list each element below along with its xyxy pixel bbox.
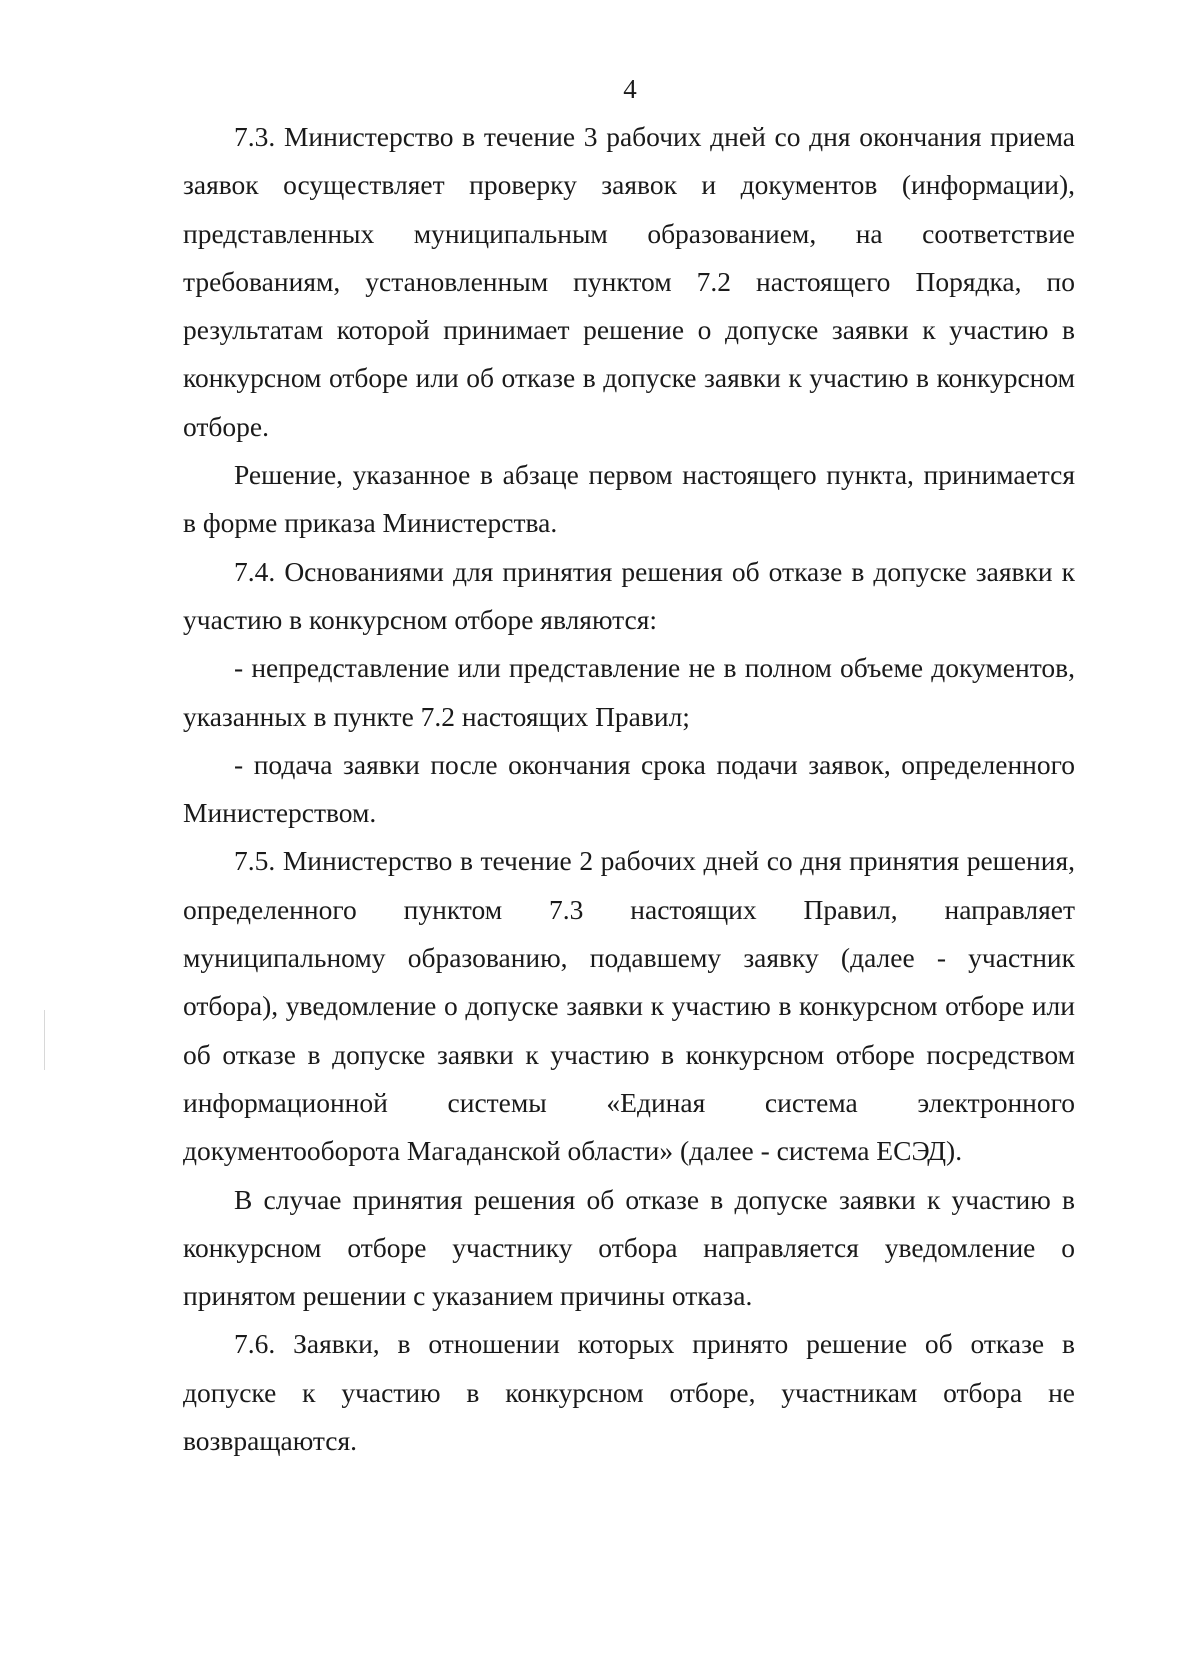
- list-item-late-submission: - подача заявки после окончания срока подачи заявок, определенного Министерством.: [183, 748, 1075, 829]
- page-number: 4: [623, 74, 637, 104]
- scan-artifact: [44, 1010, 45, 1070]
- document-body: [183, 113, 1075, 1465]
- paragraph-7-5: 7.5. Министерство в течение 2 рабочих дней со дня принятия решения, определенного пунктом 7.3 настоящих Правил, направляет муниципальному образованию, подавшему заявку (далее - участник отбора), уведомление о допуске заявки к участию в конкурсном отборе или об отказе в допуске заявки к участию в конкурсном отборе посредством информационной системы «Единая система электронного документооборота Магаданской области» (далее - система ЕСЭД).: [183, 845, 1075, 1167]
- list-item-non-submission: - непредставление или представление не в полном объеме документов, указанных в пункте 7.2 настоящих Правил;: [183, 652, 1075, 732]
- paragraph-7-4: 7.4. Основаниями для принятия решения об отказе в допуске заявки к участию в конкурсном отборе являются:: [183, 555, 1075, 635]
- paragraph-rejection-notice: В случае принятия решения об отказе в допуске заявки к участию в конкурсном отборе участнику отбора направляется уведомление о принятом решении с указанием причины отказа.: [183, 1183, 1075, 1312]
- paragraph-decision-form: Решение, указанное в абзаце первом настоящего пункта, принимается в форме приказа Министерства.: [183, 459, 1075, 539]
- paragraph-7-3: 7.3. Министерство в течение 3 рабочих дней со дня окончания приема заявок осуществляет проверку заявок и документов (информации), представленных муниципальным образованием, на соответствие требованиям, установленным пунктом 7.2 настоящего Порядка, по результатам которой принимает решение о допуске заявки к участию в конкурсном отборе или об отказе в допуске заявки к участию в конкурсном отборе.: [183, 121, 1075, 442]
- paragraph-7-6: 7.6. Заявки, в отношении которых принято решение об отказе в допуске к участию в конкурсном отборе, участникам отбора не возвращаются.: [183, 1328, 1075, 1457]
